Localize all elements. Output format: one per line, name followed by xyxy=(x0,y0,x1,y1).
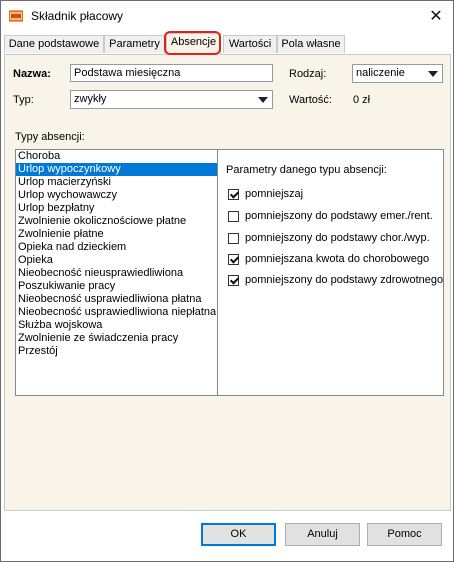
wartosc-label: Wartość: xyxy=(289,94,332,106)
list-item[interactable]: Poszukiwanie pracy xyxy=(18,280,116,292)
tab-wartosci[interactable]: Wartości xyxy=(223,35,277,53)
option-label: pomniejszony do podstawy emer./rent. xyxy=(245,210,433,222)
list-item[interactable]: Przestój xyxy=(18,345,58,357)
list-item[interactable]: Zwolnienie okolicznościowe płatne xyxy=(18,215,187,227)
typ-value: zwykły xyxy=(74,93,107,105)
option-label: pomniejszana kwota do chorobowego xyxy=(245,253,430,265)
option-label: pomniejszony do podstawy zdrowotnego xyxy=(245,274,444,286)
absence-types-list[interactable] xyxy=(15,149,218,396)
tab-pola-wlasne[interactable]: Pola własne xyxy=(277,35,345,53)
rodzaj-select[interactable] xyxy=(352,64,443,83)
ok-button[interactable]: OK xyxy=(201,523,276,546)
typ-select[interactable] xyxy=(70,90,273,109)
chevron-down-icon xyxy=(428,71,438,77)
window-title: Składnik płacowy xyxy=(31,9,124,23)
list-item[interactable]: Opieka xyxy=(18,254,53,266)
list-item[interactable]: Nieobecność usprawiedliwiona niepłatna xyxy=(18,306,217,318)
typ-label: Typ: xyxy=(13,94,34,106)
tab-strip xyxy=(1,33,453,55)
list-item[interactable]: Choroba xyxy=(18,150,61,162)
tab-parametry[interactable]: Parametry xyxy=(104,35,165,53)
list-item[interactable]: Zwolnienie ze świadczenia pracy xyxy=(18,332,179,344)
option-pomniejszaj[interactable] xyxy=(228,187,303,201)
list-item[interactable]: Opieka nad dzieckiem xyxy=(18,241,127,253)
list-item[interactable]: Urlop bezpłatny xyxy=(18,202,95,214)
close-button[interactable] xyxy=(419,1,453,31)
list-item[interactable]: Nieobecność nieusprawiedliwiona xyxy=(18,267,184,279)
app-icon xyxy=(9,9,23,23)
checkbox[interactable] xyxy=(228,233,239,244)
option-emer-rent[interactable] xyxy=(228,209,433,223)
list-item[interactable]: Służba wojskowa xyxy=(18,319,103,331)
title-bar xyxy=(1,1,453,31)
chevron-down-icon xyxy=(258,97,268,103)
list-item[interactable]: Nieobecność usprawiedliwiona płatna xyxy=(18,293,202,305)
nazwa-label: Nazwa: xyxy=(13,68,51,80)
list-item[interactable]: Zwolnienie płatne xyxy=(18,228,104,240)
list-item[interactable]: Urlop wychowawczy xyxy=(18,189,118,201)
tab-absencje[interactable]: Absencje xyxy=(166,33,221,55)
rodzaj-value: naliczenie xyxy=(356,67,405,79)
close-icon: ✕ xyxy=(429,8,443,25)
absence-params-panel xyxy=(218,149,444,396)
option-zdrowotne[interactable] xyxy=(228,273,443,287)
nazwa-field[interactable]: Podstawa miesięczna xyxy=(70,64,273,82)
checkbox[interactable] xyxy=(228,211,239,222)
list-item-selected[interactable]: Urlop wypoczynkowy xyxy=(16,163,217,176)
option-label: pomniejszaj xyxy=(245,188,304,200)
absence-types-label: Typy absencji: xyxy=(15,131,85,143)
checkbox[interactable] xyxy=(228,254,239,265)
tab-dane-podstawowe[interactable]: Dane podstawowe xyxy=(4,35,104,53)
checkbox[interactable] xyxy=(228,275,239,286)
rodzaj-label: Rodzaj: xyxy=(289,68,327,80)
list-item[interactable]: Urlop macierzyński xyxy=(18,176,111,188)
option-label: pomniejszony do podstawy chor./wyp. xyxy=(245,232,430,244)
help-button[interactable]: Pomoc xyxy=(367,523,442,546)
option-chor-wyp[interactable] xyxy=(228,231,430,245)
wartosc-value: 0 zł xyxy=(353,94,371,106)
params-title: Parametry danego typu absencji: xyxy=(226,164,387,176)
cancel-button[interactable]: Anuluj xyxy=(285,523,360,546)
option-kwota-chorobowe[interactable] xyxy=(228,252,429,266)
checkbox[interactable] xyxy=(228,189,239,200)
